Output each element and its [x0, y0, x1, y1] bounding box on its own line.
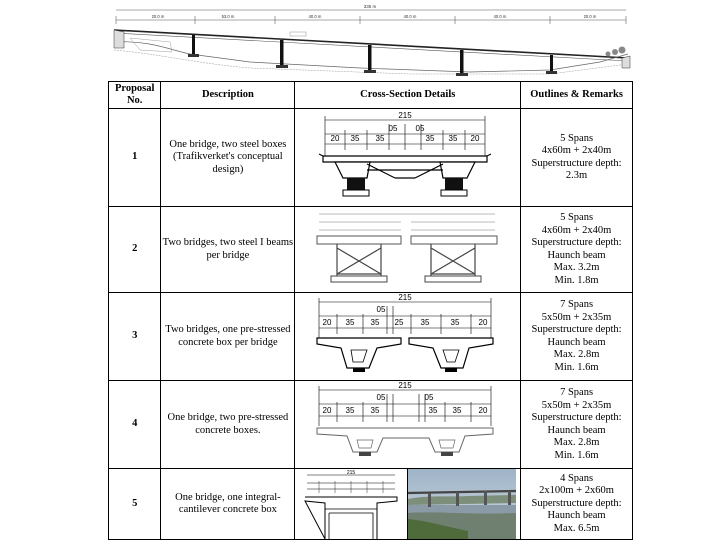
dim-label: 35 — [350, 133, 360, 143]
dim-label: 20 — [478, 405, 488, 415]
span-dim: 53.0 m — [221, 14, 235, 19]
remark-line: 7 Spans — [560, 299, 594, 310]
span-dim: 40.0 m — [308, 14, 322, 19]
remark-line: Superstructure depth: — [531, 324, 622, 335]
table-row — [109, 381, 633, 469]
proposal-remarks — [521, 109, 633, 207]
remark-line: 4 Spans — [560, 472, 594, 484]
proposal-description: One bridge, two pre-stressed concrete boxes. — [161, 381, 295, 469]
remark-line: 5x50m + 2x35m — [541, 311, 612, 323]
remark-line: 5 Spans — [560, 132, 594, 144]
span-dim: 20.0 m — [583, 14, 597, 19]
dim-label: 05 — [376, 392, 386, 402]
table-row — [109, 293, 633, 381]
remark-line: Superstructure depth: — [531, 157, 622, 169]
proposal-description: One bridge, one integral-cantilever concrete box — [161, 469, 295, 540]
dim-label: 20 — [330, 133, 340, 143]
proposal-number: 5 — [109, 469, 161, 540]
header-description: Description — [161, 82, 295, 109]
remark-line: 2x100m + 2x60m — [539, 485, 614, 497]
span-dim: 20.0 m — [151, 14, 165, 19]
dim-label: 35 — [420, 317, 430, 327]
proposal-remarks — [521, 381, 633, 469]
cross-section-2-drawing — [295, 208, 519, 292]
table-row — [109, 109, 633, 207]
remark-line: Min. 1.6m — [554, 449, 599, 461]
remark-line: 7 Spans — [560, 387, 594, 398]
remark-line: 4x60m + 2x40m — [541, 145, 612, 156]
dim-label: 05 — [388, 123, 398, 133]
dim-top: 215 — [398, 110, 413, 120]
span-dim: 40.0 m — [493, 14, 507, 19]
dim-label: 35 — [375, 133, 385, 143]
dim-label: 35 — [345, 317, 355, 327]
proposal-description: Two bridges, one pre-stressed concrete box per bridge — [161, 293, 295, 381]
dim-label: 05 — [415, 123, 425, 133]
remark-line: Superstructure depth: — [531, 237, 622, 248]
dim-label: 35 — [425, 133, 435, 143]
dim-label: 35 — [370, 317, 380, 327]
header-proposal-no: Proposal No. — [109, 82, 161, 109]
table-row — [109, 207, 633, 293]
remark-line: Superstructure depth: — [531, 412, 622, 423]
dim-top: 215 — [398, 293, 413, 302]
remark-line: Haunch beam — [547, 249, 606, 261]
proposal-remarks — [521, 293, 633, 381]
dim-label: 20 — [322, 405, 332, 415]
remark-line: Max. 2.8m — [553, 437, 600, 448]
header-remarks: Outlines & Remarks — [521, 82, 633, 109]
cross-section-3-drawing — [295, 294, 519, 380]
remark-line: Min. 1.6m — [554, 361, 599, 373]
dim-label: 05 — [376, 304, 386, 314]
dim-label: 20 — [322, 317, 332, 327]
dim-label: 35 — [452, 405, 462, 415]
span-dim: 40.0 m — [403, 14, 417, 19]
remark-line: Min. 1.8m — [554, 274, 599, 286]
header-cross-section: Cross-Section Details — [295, 82, 521, 109]
proposal-description: Two bridges, two steel I beams per bridge — [161, 207, 295, 293]
dim-label: 05 — [424, 392, 434, 402]
dim-top: 215 — [347, 470, 356, 476]
dim-label: 20 — [470, 133, 480, 143]
proposal-description: One bridge, two steel boxes (Trafikverket's conceptual design) — [161, 109, 295, 207]
remark-line: 4x60m + 2x40m — [541, 224, 612, 236]
proposal-number: 4 — [109, 381, 161, 469]
remark-line: Max. 3.2m — [553, 262, 600, 273]
proposal-remarks — [521, 207, 633, 293]
remark-line: Max. 6.5m — [553, 522, 600, 534]
dim-label: 35 — [450, 317, 460, 327]
dim-label: 25 — [394, 317, 404, 327]
cross-section-drawing — [295, 381, 521, 469]
dim-label: 35 — [370, 405, 380, 415]
proposal-number: 2 — [109, 207, 161, 293]
remark-line: Haunch beam — [547, 424, 606, 436]
bridge-elevation-drawing — [110, 2, 633, 80]
cross-section-drawing — [295, 293, 521, 381]
remark-line: Superstructure depth: — [531, 497, 622, 509]
proposals-table — [108, 81, 633, 540]
dim-top: 215 — [398, 381, 413, 390]
remark-line: 2.3m — [565, 170, 588, 181]
cross-section-1-drawing — [295, 110, 519, 206]
remark-line: Haunch beam — [547, 336, 606, 348]
table-header-row — [109, 82, 633, 109]
proposal-number: 3 — [109, 293, 161, 381]
cross-section-4-drawing — [295, 382, 519, 468]
remark-line: 5 Spans — [560, 212, 594, 223]
remark-line: Max. 2.8m — [553, 349, 600, 360]
proposal-number: 1 — [109, 109, 161, 207]
cross-section-drawing — [295, 109, 521, 207]
cross-section-drawing — [295, 207, 521, 293]
remark-line: Haunch beam — [547, 510, 606, 522]
dim-label: 35 — [428, 405, 438, 415]
elevation-total-dim: 335 m — [363, 4, 377, 9]
dim-label: 35 — [345, 405, 355, 415]
dim-label: 20 — [478, 317, 488, 327]
remark-line: 5x50m + 2x35m — [541, 399, 612, 411]
dim-label: 35 — [448, 133, 458, 143]
